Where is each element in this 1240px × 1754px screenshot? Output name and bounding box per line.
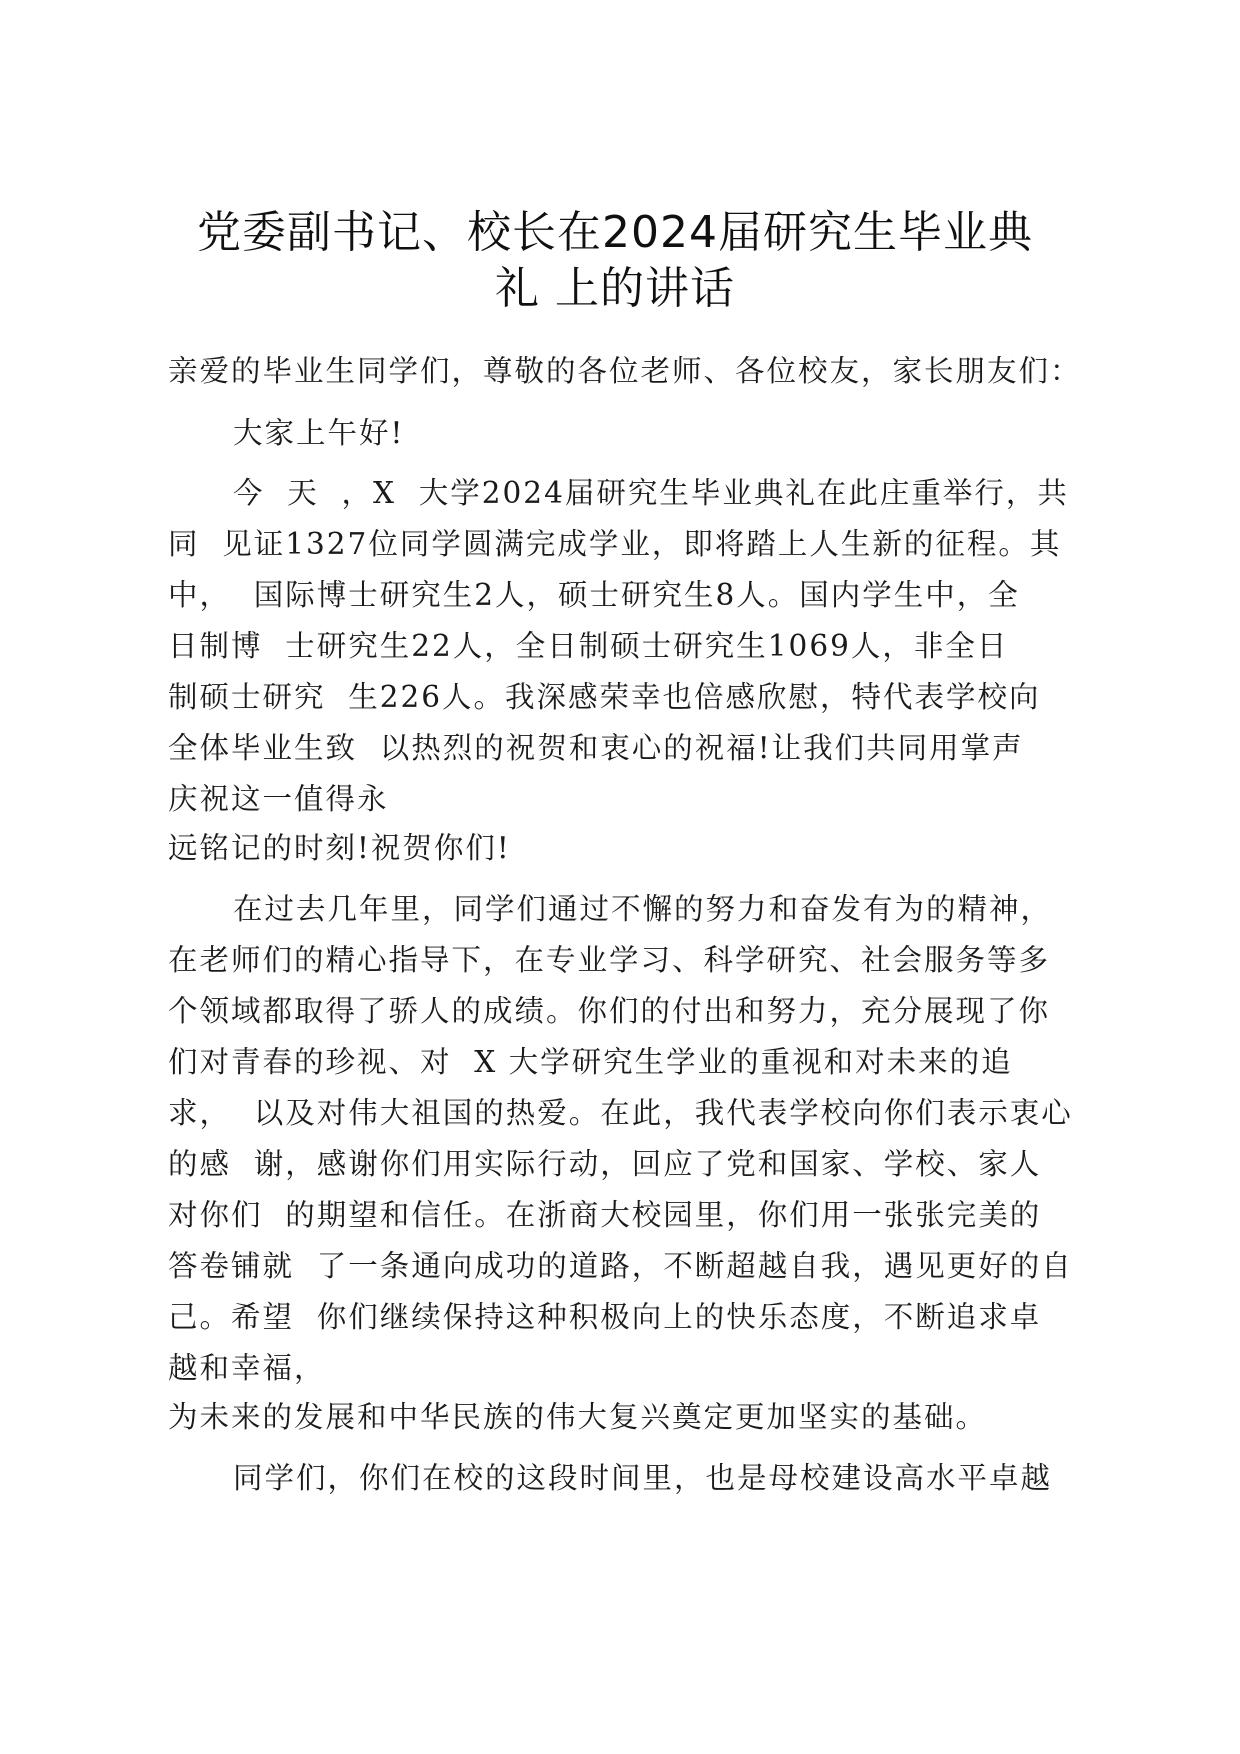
paragraph3-line: 同学们，你们在校的这段时间里，也是母校建设高水平卓越 [233, 1461, 1053, 1495]
greeting: 大家上午好! [233, 416, 405, 450]
paragraph2-line: 越和幸福， [168, 1351, 326, 1385]
title-line-1: 党委副书记、校长在2024届研究生毕业典 [197, 207, 1033, 258]
paragraph2-line: 个领域都取得了骄人的成绩。你们的付出和努力，充分展现了你 [168, 994, 1051, 1028]
paragraph2-line: 的感 谢，感谢你们用实际行动，回应了党和国家、学校、家人 [168, 1147, 1042, 1181]
paragraph1-line: 同 见证1327位同学圆满完成学业，即将踏上人生新的征程。其 [168, 527, 1062, 561]
paragraph2-line: 们对青春的珍视、对 X 大学研究生学业的重视和对未来的追 [168, 1045, 1013, 1079]
paragraph1-line: 远铭记的时刻!祝贺你们! [168, 831, 511, 865]
salutation: 亲爱的毕业生同学们，尊敬的各位老师、各位校友，家长朋友们： [168, 354, 1082, 388]
document-title [150, 205, 1080, 317]
paragraph2-line: 求， 以及对伟大祖国的热爱。在此，我代表学校向你们表示衷心 [168, 1096, 1073, 1130]
paragraph1-line: 全体毕业生致 以热烈的祝贺和衷心的祝福!让我们共同用掌声 [168, 731, 1024, 765]
paragraph2-line: 为未来的发展和中华民族的伟大复兴奠定更加坚实的基础。 [168, 1400, 988, 1434]
paragraph1-line: 今 天 ，X 大学2024届研究生毕业典礼在此庄重举行，共 [233, 476, 1069, 510]
paragraph1-line: 日制博 士研究生22人，全日制硕士研究生1069人，非全日 [168, 629, 1009, 663]
paragraph1-line: 制硕士研究 生226人。我深感荣幸也倍感欣慰，特代表学校向 [168, 680, 1041, 714]
paragraph1-line: 中， 国际博士研究生2人，硕士研究生8人。国内学生中，全 [168, 578, 1020, 612]
paragraph2-line: 己。希望 你们继续保持这种积极向上的快乐态度，不断追求卓 [168, 1300, 1042, 1334]
paragraph2-line: 在过去几年里，同学们通过不懈的努力和奋发有为的精神， [233, 892, 1053, 926]
title-line-2: 礼 上的讲话 [495, 263, 735, 314]
paragraph2-line: 在老师们的精心指导下，在专业学习、科学研究、社会服务等多 [168, 943, 1051, 977]
paragraph1-line: 庆祝这一值得永 [168, 782, 389, 816]
paragraph2-line: 对你们 的期望和信任。在浙商大校园里，你们用一张张完美的 [168, 1198, 1042, 1232]
paragraph2-line: 答卷铺就 了一条通向成功的道路，不断超越自我，遇见更好的自 [168, 1249, 1073, 1283]
